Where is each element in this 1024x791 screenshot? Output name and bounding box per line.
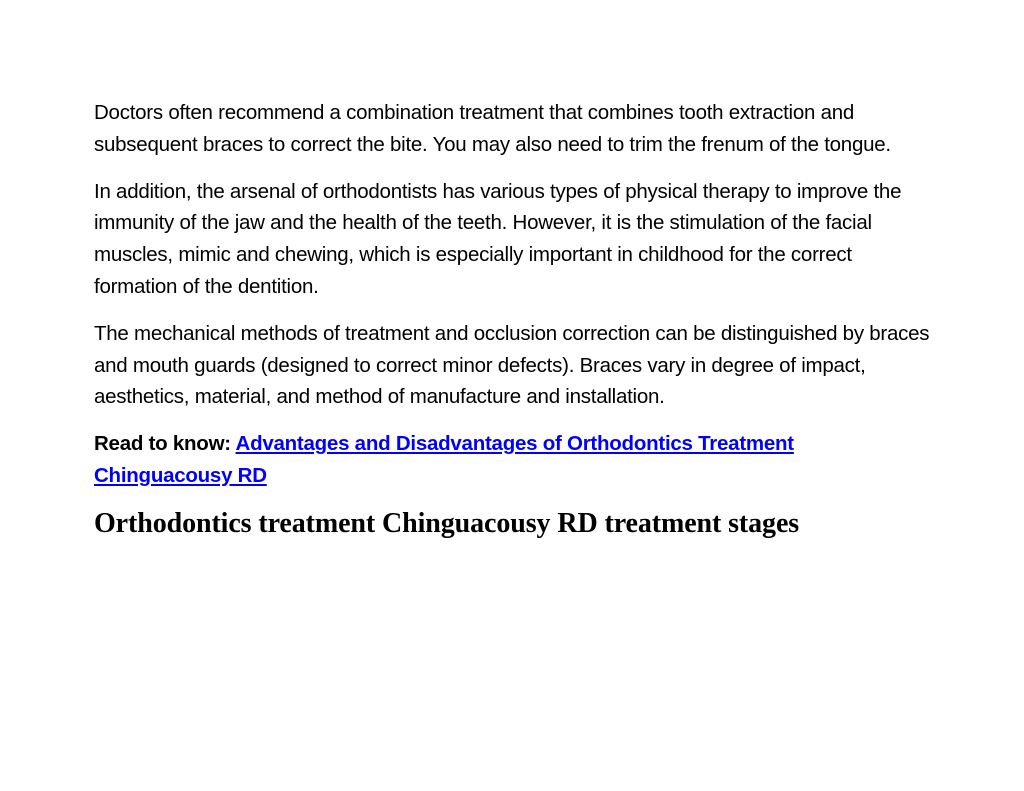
paragraph-physical-therapy: In addition, the arsenal of orthodontists has various types of physical therapy to improve the immunity of the jaw and the health of the teeth. However, it is the stimulation of the facial muscles, mimic and chewing, which is especially important in childhood for the correct formation of the dentition. bbox=[94, 179, 902, 298]
read-more-label: Read to know: bbox=[94, 432, 231, 456]
paragraph-combination-treatment: Doctors often recommend a combination treatment that combines tooth extraction and subsequent braces to correct the bite. You may also need to trim the frenum of the tongue. bbox=[94, 101, 891, 156]
read-more-line bbox=[94, 428, 934, 492]
read-more-link[interactable]: Advantages and Disadvantages of Orthodontics Treatment Chinguacousy RD bbox=[94, 432, 794, 487]
paragraph-mechanical-methods: The mechanical methods of treatment and occlusion correction can be distinguished by braces and mouth guards (designed to correct minor defects). Braces vary in degree of impact, aesthetics, material, and method of manufacture and installation. bbox=[94, 321, 930, 409]
section-heading: Orthodontics treatment Chinguacousy RD treatment stages bbox=[94, 507, 800, 539]
document-content bbox=[94, 97, 934, 542]
